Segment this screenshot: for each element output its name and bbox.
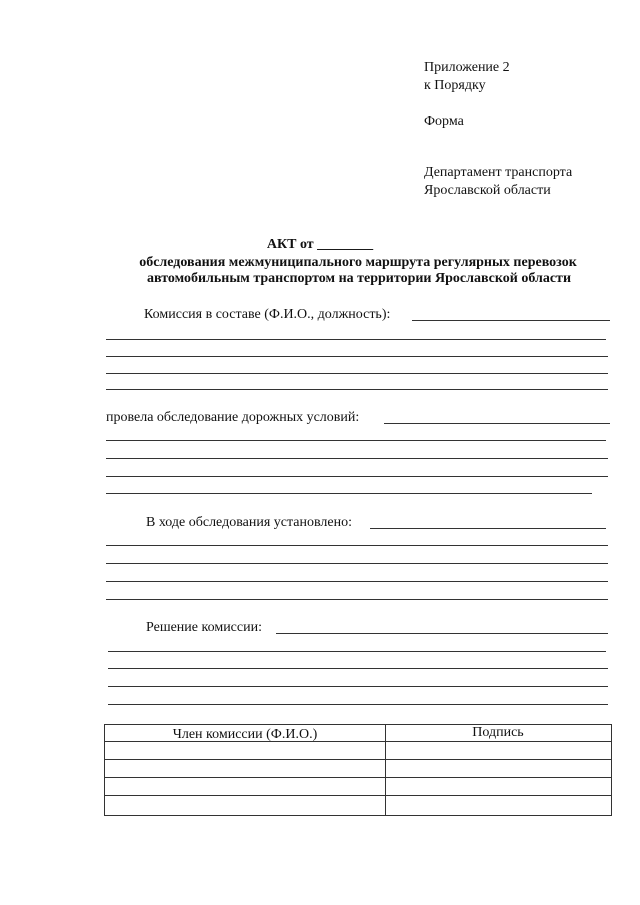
road-conditions-line [106, 493, 592, 494]
findings-line [106, 599, 608, 600]
decision-line [108, 651, 606, 652]
findings-label: В ходе обследования установлено: [146, 515, 352, 530]
table-row [105, 795, 611, 796]
table-header-signature: Подпись [472, 725, 524, 740]
commission-line [106, 356, 608, 357]
decision-line [108, 704, 608, 705]
act-title: АКТ от ________ [266, 237, 374, 252]
department-line-1: Департамент транспорта [424, 165, 573, 180]
road-conditions-line [106, 458, 608, 459]
decision-line [276, 633, 608, 634]
commission-line [106, 389, 608, 390]
commission-label: Комиссия в составе (Ф.И.О., должность): [144, 307, 391, 322]
road-conditions-label: провела обследование дорожных условий: [106, 410, 360, 425]
road-conditions-line [106, 440, 606, 441]
findings-line [106, 545, 608, 546]
road-conditions-line [384, 423, 610, 424]
findings-line [106, 563, 608, 564]
commission-line [106, 339, 606, 340]
commission-line [106, 373, 608, 374]
table-row [105, 759, 611, 760]
table-row [105, 777, 611, 778]
decision-line [108, 686, 608, 687]
act-subtitle-line-1: обследования межмуниципального маршрута регулярных перевозок [139, 255, 577, 270]
commission-line [412, 320, 610, 321]
appendix-label: Приложение 2 [424, 60, 510, 75]
form-label: Форма [424, 114, 464, 129]
to-order-label: к Порядку [424, 78, 486, 93]
decision-label: Решение комиссии: [146, 620, 262, 635]
road-conditions-line [106, 476, 608, 477]
signature-table [104, 724, 612, 816]
decision-line [108, 668, 608, 669]
findings-line [106, 581, 608, 582]
department-line-2: Ярославской области [424, 183, 551, 198]
table-row [105, 741, 611, 742]
table-header-member: Член комиссии (Ф.И.О.) [172, 727, 318, 742]
findings-line [370, 528, 606, 529]
act-subtitle-line-2: автомобильным транспортом на территории Ярославской области [146, 271, 572, 286]
